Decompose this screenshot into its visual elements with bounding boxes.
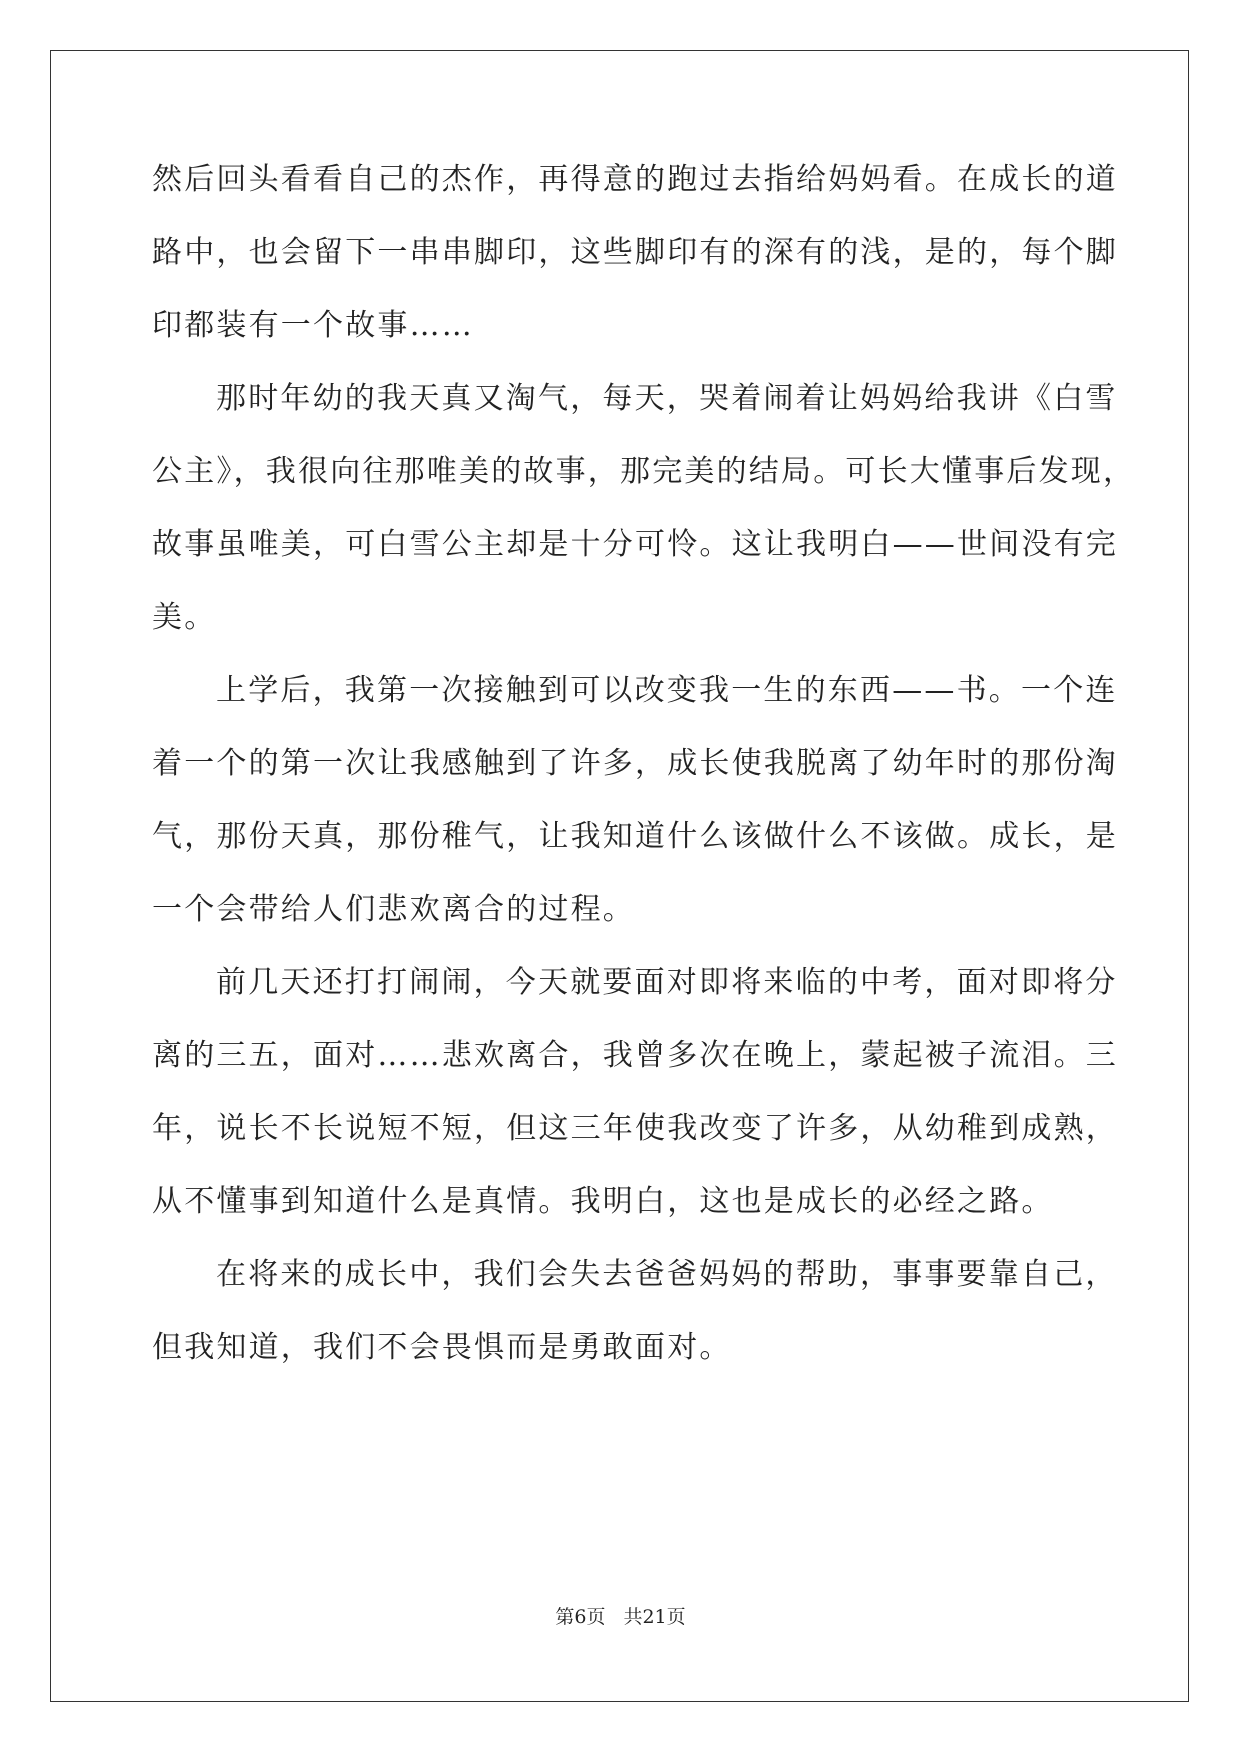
- text-line: 年，说长不长说短不短，但这三年使我改变了许多，从幼稚到成熟，: [152, 1111, 1118, 1146]
- text-line: 公主》，我很向往那唯美的故事，那完美的结局。可长大懂事后发现，: [152, 454, 1136, 489]
- text-line: 从不懂事到知道什么是真情。我明白，这也是成长的必经之路。: [152, 1184, 1054, 1219]
- paragraph-first-line: 前几天还打打闹闹，今天就要面对即将来临的中考，面对即将分: [216, 965, 1118, 1000]
- text-line: 一个会带给人们悲欢离合的过程。: [152, 892, 635, 927]
- paragraph-first-line: 在将来的成长中，我们会失去爸爸妈妈的帮助，事事要靠自己，: [216, 1257, 1118, 1292]
- text-line: 故事虽唯美，可白雪公主却是十分可怜。这让我明白——世间没有完: [152, 527, 1118, 562]
- page-number-total: 共21页: [623, 1606, 686, 1628]
- text-line: 但我知道，我们不会畏惧而是勇敢面对。: [152, 1330, 732, 1365]
- text-line: 美。: [152, 600, 217, 635]
- paragraph-first-line: 上学后，我第一次接触到可以改变我一生的东西——书。一个连: [216, 673, 1118, 708]
- text-line: 气，那份天真，那份稚气，让我知道什么该做什么不该做。成长，是: [152, 819, 1118, 854]
- text-line: 印都装有一个故事……: [152, 308, 474, 343]
- page-number-current: 第6页: [555, 1606, 606, 1628]
- text-line: 然后回头看看自己的杰作，再得意的跑过去指给妈妈看。在成长的道: [152, 162, 1118, 197]
- text-line: 路中，也会留下一串串脚印，这些脚印有的深有的浅，是的，每个脚: [152, 235, 1118, 270]
- paragraph-first-line: 那时年幼的我天真又淘气，每天，哭着闹着让妈妈给我讲《白雪: [216, 381, 1118, 416]
- page-footer: [0, 1605, 1241, 1629]
- text-line: 着一个的第一次让我感触到了许多，成长使我脱离了幼年时的那份淘: [152, 746, 1118, 781]
- page-border: [50, 50, 1189, 1702]
- text-line: 离的三五，面对……悲欢离合，我曾多次在晚上，蒙起被子流泪。三: [152, 1038, 1118, 1073]
